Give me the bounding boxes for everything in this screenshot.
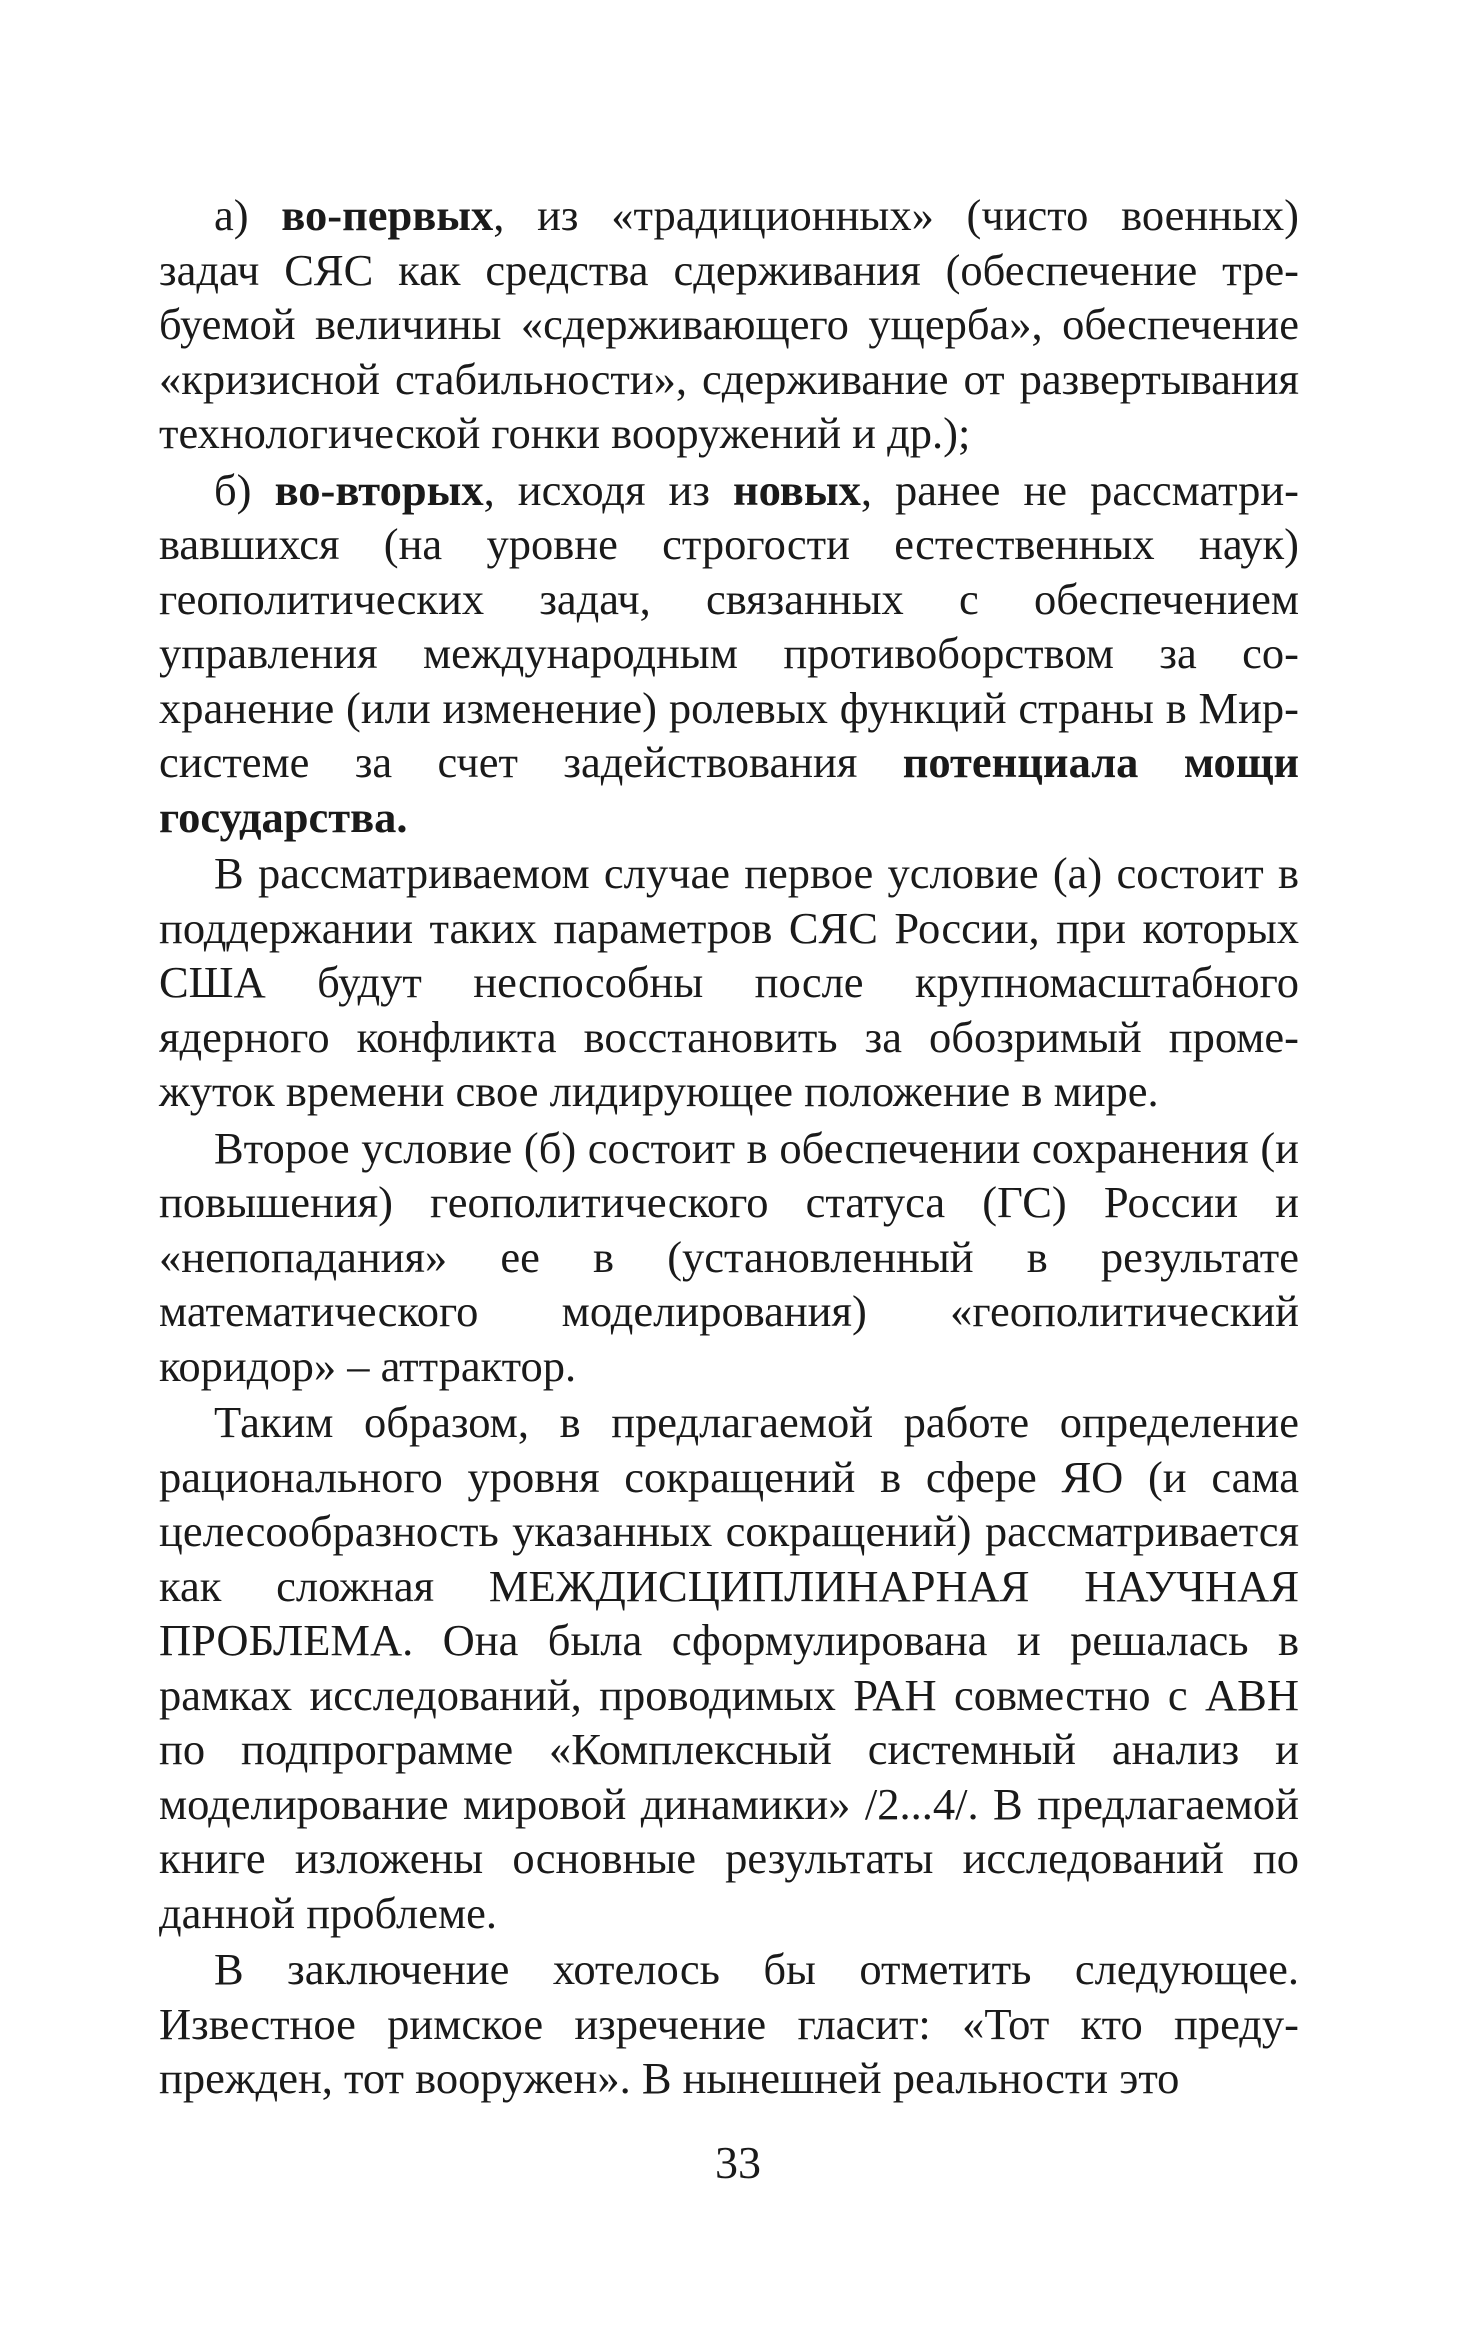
paragraph-a bbox=[159, 188, 1299, 461]
text-run: б) bbox=[214, 464, 275, 515]
paragraph-problem-statement bbox=[159, 1395, 1299, 1940]
bold-term: потенциала мощи государства. bbox=[159, 737, 1299, 842]
paragraph-first-condition bbox=[159, 846, 1299, 1119]
bold-term: во-вторых bbox=[274, 464, 484, 515]
text-run: а) bbox=[214, 190, 282, 240]
text-run: Второе условие (б) состоит в обеспечении сохранения (и повышения) геополитического статуса (ГС) России и «непопадания» ее в (установленный в результате математического моделирования) «геополитический коридор» – аттрактор. bbox=[159, 1122, 1299, 1391]
text-run: , из «традиционных» (чисто военных) задач СЯС как средства сдерживания (обеспечение требуемой величины «сдерживающего ущерба», обеспечение «кризисной стабильности», сдерживание от развертывания технологической гонки вооружений и др.); bbox=[159, 190, 1299, 458]
text-run: В заключение хотелось бы отметить следующее. Известное римское изречение гласит: «Тот кто предупрежден, тот вооружен». В нынешней реальности это bbox=[159, 1944, 1299, 2103]
text-run: , ранее не рассматривавшихся (на уровне строгости естественных наук) геополитических задач, связанных с обеспечением управления международным противоборством за сохранение (или изменение) ролевых функций страны в Мир-системе за счет задействования bbox=[159, 464, 1299, 787]
text-run: Таким образом, в предлагаемой работе определение рационального уровня сокращений в сфере ЯО (и сама целесообразность указанных сокращений) рассматривается как сложная МЕЖДИСЦИПЛИНАРНАЯ НАУЧНАЯ ПРОБЛЕМА. Она была сформулирована и решалась в рамках исследований, проводимых РАН совместно с АВН по подпрограмме «Комплексный системный анализ и моделирование мировой динамики» /2...4/. В предлагаемой книге изложены основные результаты исследований по данной проблеме. bbox=[159, 1397, 1299, 1938]
paragraph-conclusion bbox=[159, 1942, 1299, 2106]
text-run: В рассматриваемом случае первое условие (а) состоит в поддержании таких параметров СЯС России, при которых США будут неспособны после крупномасштабного ядерного конфликта восстановить за обозримый промежуток времени свое лидирующее положение в мире. bbox=[159, 848, 1299, 1116]
bold-term: во-первых bbox=[281, 190, 494, 240]
paragraph-b bbox=[159, 463, 1299, 845]
body-text bbox=[159, 188, 1299, 2106]
text-run: , исходя из bbox=[483, 464, 734, 515]
bold-term: новых bbox=[733, 464, 861, 515]
page-number: 33 bbox=[715, 2137, 761, 2188]
paragraph-second-condition bbox=[159, 1121, 1299, 1394]
